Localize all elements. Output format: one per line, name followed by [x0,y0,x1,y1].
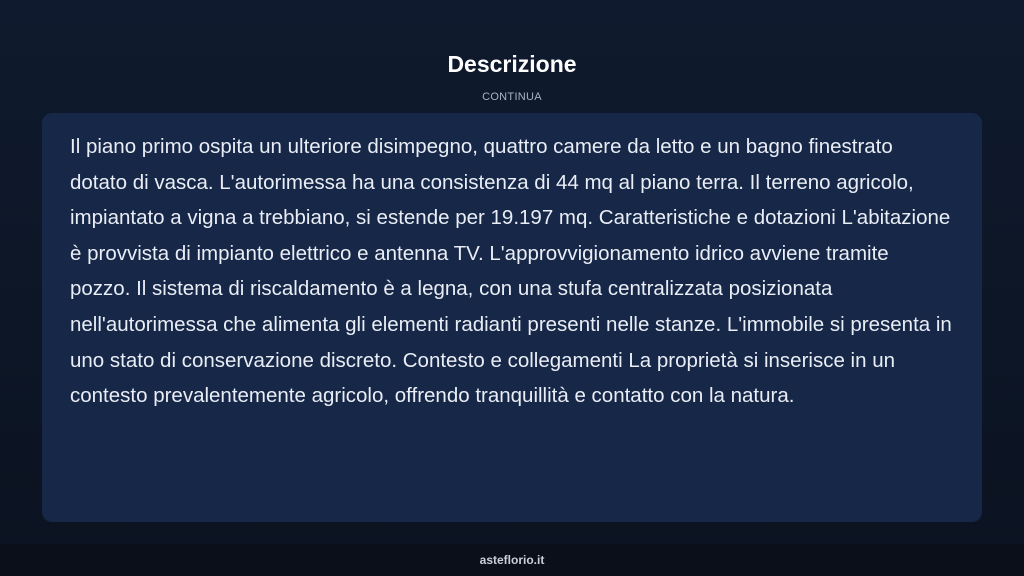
footer-site-name: asteflorio.it [479,553,545,567]
page-title: Descrizione [447,51,577,77]
page-subtitle: CONTINUA [482,91,542,103]
footer [0,544,1024,576]
header [0,50,1024,104]
description-text: Il piano primo ospita un ulteriore disimpegno, quattro camere da letto e un bagno finestrato dotato di vasca. L'autorimessa ha una consistenza di 44 mq al piano terra. Il terreno agricolo, impiantato a vigna a trebbiano, si estende per 19.197 mq. Caratteristiche e dotazioni L'abitazione è provvista di impianto elettrico e antenna TV. L'approvvigionamento idrico avviene tramite pozzo. Il sistema di riscaldamento è a legna, con una stufa centralizzata posizionata nell'autorimessa che alimenta gli elementi radianti presenti nelle stanze. L'immobile si presenta in uno stato di conservazione discreto. Contesto e collegamenti La proprietà si inserisce in un contesto prevalentemente agricolo, offrendo tranquillità e contatto con la natura. [70,135,952,408]
description-card [42,113,982,522]
